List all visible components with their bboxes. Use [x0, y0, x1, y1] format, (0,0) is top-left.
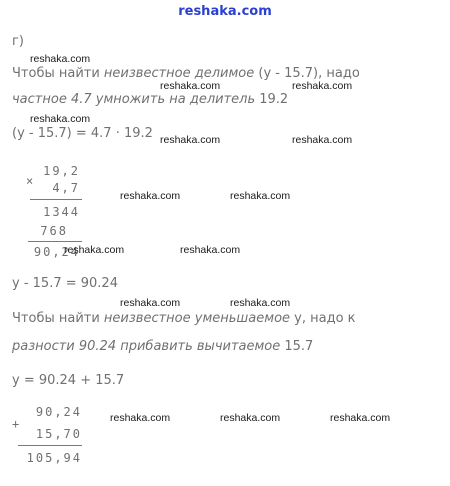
equation-1: (y - 15.7) = 4.7 · 19.2	[12, 126, 153, 141]
watermark: reshaka.com	[64, 244, 125, 256]
add-term1: 90,24	[35, 405, 82, 419]
step1-line2-b: 19.2	[255, 92, 289, 107]
step2-line1	[12, 311, 356, 326]
mult-partial1: 1344	[43, 205, 80, 219]
add-sign: +	[12, 417, 22, 431]
watermark: reshaka.com	[120, 297, 181, 309]
watermark: reshaka.com	[330, 412, 391, 424]
mult-sign: ×	[26, 174, 36, 188]
add-sum: 105,94	[26, 451, 82, 465]
mult-factor2: 4,7	[52, 181, 80, 195]
watermark: reshaka.com	[220, 412, 281, 424]
step2-line1-a: Чтобы найти	[12, 311, 104, 326]
watermark: reshaka.com	[110, 412, 171, 424]
equation-3: y = 90.24 + 15.7	[12, 373, 125, 388]
add-term2: 15,70	[35, 427, 82, 441]
step1-line1-b: неизвестное делимое	[103, 66, 255, 81]
step2-line1-c: y, надо к	[290, 311, 356, 326]
watermark: reshaka.com	[230, 190, 291, 202]
mult-partial2: 768	[40, 224, 68, 238]
step1-line2	[12, 92, 288, 107]
equation-2: y - 15.7 = 90.24	[12, 276, 118, 291]
step2-line2-b: 15.7	[280, 339, 314, 354]
watermark: reshaka.com	[30, 53, 91, 65]
step1-line1-a: Чтобы найти	[12, 66, 104, 81]
watermark: reshaka.com	[160, 80, 221, 92]
watermark: reshaka.com	[292, 134, 353, 146]
watermark: reshaka.com	[30, 113, 91, 125]
watermark: reshaka.com	[120, 190, 181, 202]
step1-line1-c: (y - 15.7), надо	[254, 66, 360, 81]
step2-line2-a: разности 90.24 прибавить вычитаемое	[12, 339, 281, 354]
add-rule	[18, 445, 82, 446]
watermark: reshaka.com	[180, 244, 241, 256]
step2-line1-b: неизвестное уменьшаемое	[103, 311, 291, 326]
mult-factor1: 19,2	[43, 164, 80, 178]
step2-line2	[12, 339, 313, 354]
step1-line2-a: частное 4.7 умножить на делитель	[12, 92, 256, 107]
part-label: г)	[12, 34, 24, 49]
step1-line1	[12, 66, 360, 81]
mult-product: 90,24	[33, 245, 80, 259]
watermark: reshaka.com	[160, 134, 221, 146]
site-header[interactable]: reshaka.com	[178, 4, 272, 19]
watermark: reshaka.com	[292, 80, 353, 92]
watermark: reshaka.com	[230, 297, 291, 309]
mult-rule-2	[28, 241, 82, 242]
mult-rule-1	[30, 199, 82, 200]
